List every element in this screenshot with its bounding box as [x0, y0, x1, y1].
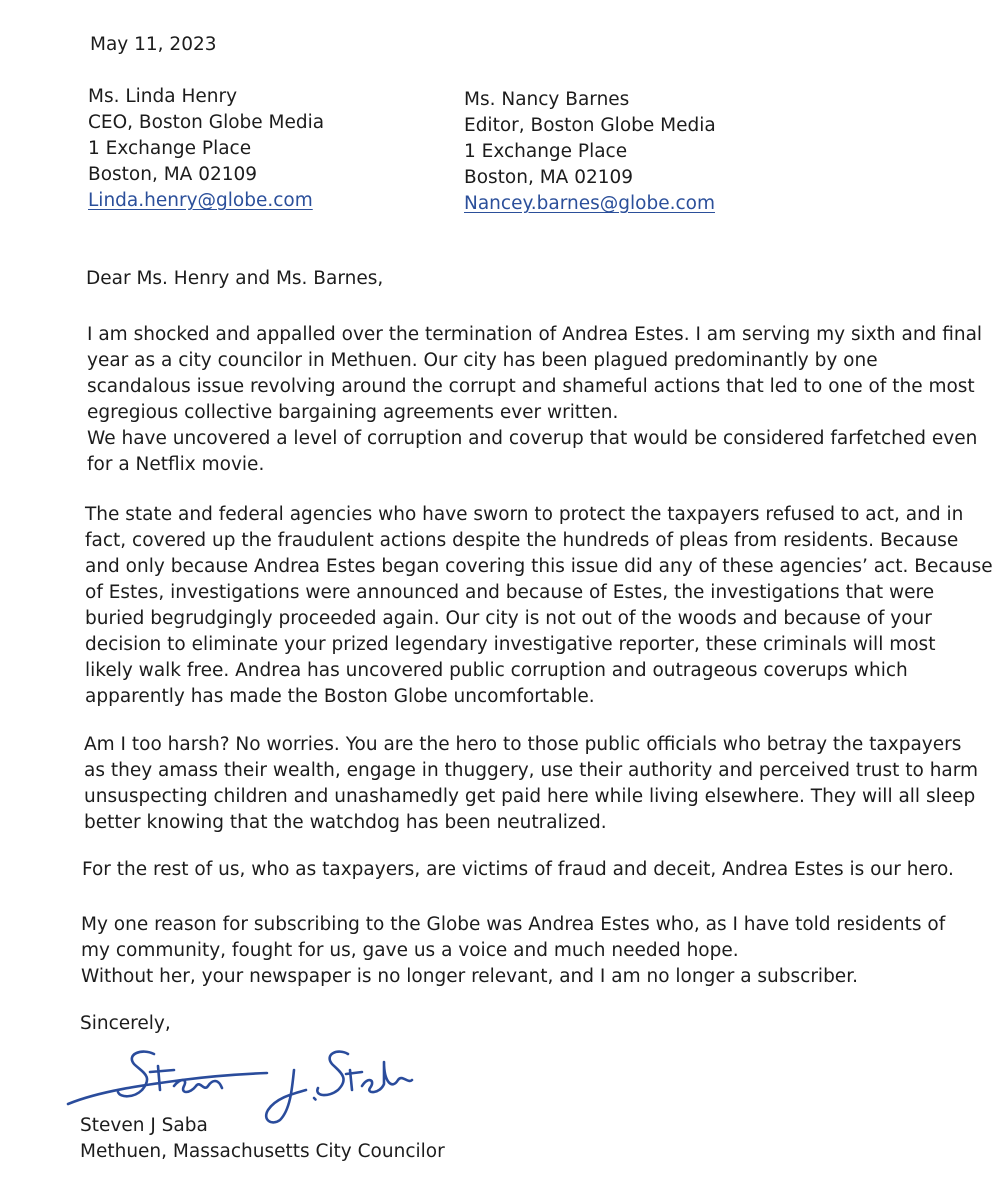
paragraph-line: better knowing that the watchdog has been neutralized. — [84, 812, 607, 833]
paragraph-line: fact, covered up the fraudulent actions despite the hundreds of pleas from residents. Because — [85, 530, 959, 551]
recipient-right-title: Editor, Boston Globe Media — [464, 115, 716, 136]
recipient-right-city: Boston, MA 02109 — [464, 167, 634, 188]
paragraph-line: year as a city councilor in Methuen. Our city has been plagued predominantly by one — [87, 350, 878, 371]
paragraph-line: buried begrudgingly proceeded again. Our city is not out of the woods and because of your — [85, 608, 932, 629]
recipient-right-email-link[interactable]: Nancey.barnes@globe.com — [464, 193, 715, 214]
recipient-left-city: Boston, MA 02109 — [88, 164, 258, 185]
closing: Sincerely, — [80, 1013, 171, 1034]
recipient-right-address — [464, 87, 716, 217]
body-paragraph-1 — [87, 322, 982, 478]
recipient-right-street: 1 Exchange Place — [464, 141, 628, 162]
body-paragraph-5 — [81, 912, 945, 990]
recipient-left-street: 1 Exchange Place — [88, 138, 252, 159]
paragraph-line: and only because Andrea Estes began covering this issue did any of these agencies’ act. Because — [85, 556, 993, 577]
recipient-left-address — [88, 84, 324, 214]
paragraph-line: scandalous issue revolving around the corrupt and shameful actions that led to one of the most — [87, 376, 975, 397]
salutation: Dear Ms. Henry and Ms. Barnes, — [86, 268, 384, 289]
letter-date: May 11, 2023 — [90, 34, 217, 55]
paragraph-line: egregious collective bargaining agreements ever written. — [87, 402, 619, 423]
recipient-left-title: CEO, Boston Globe Media — [88, 112, 325, 133]
paragraph-line: My one reason for subscribing to the Globe was Andrea Estes who, as I have told residents of — [81, 914, 946, 935]
signature-name: Steven J Saba — [80, 1115, 208, 1136]
body-paragraph-4 — [82, 857, 954, 883]
recipient-left-name: Ms. Linda Henry — [88, 86, 238, 107]
recipient-right-name: Ms. Nancy Barnes — [464, 89, 630, 110]
recipient-left-email-link[interactable]: Linda.henry@globe.com — [88, 190, 313, 211]
paragraph-line: apparently has made the Boston Globe uncomfortable. — [85, 686, 595, 707]
paragraph-line: Without her, your newspaper is no longer relevant, and I am no longer a subscriber. — [81, 966, 858, 987]
signature-block — [80, 1113, 445, 1165]
body-paragraph-3 — [84, 732, 978, 836]
paragraph-line: of Estes, investigations were announced and because of Estes, the investigations that were — [85, 582, 935, 603]
paragraph-line: Am I too harsh? No worries. You are the hero to those public officials who betray the taxpayers — [84, 734, 962, 755]
paragraph-line: as they amass their wealth, engage in thuggery, use their authority and perceived trust to harm — [84, 760, 979, 781]
paragraph-line: likely walk free. Andrea has uncovered public corruption and outrageous coverups which — [85, 660, 908, 681]
paragraph-line: decision to eliminate your prized legendary investigative reporter, these criminals will most — [85, 634, 936, 655]
paragraph-line: for a Netflix movie. — [87, 454, 265, 475]
paragraph-line: The state and federal agencies who have sworn to protect the taxpayers refused to act, and in — [85, 504, 964, 525]
signature-title: Methuen, Massachusetts City Councilor — [80, 1141, 445, 1162]
paragraph-line: unsuspecting children and unashamedly get paid here while living elsewhere. They will all sleep — [84, 786, 976, 807]
paragraph-line: For the rest of us, who as taxpayers, are victims of fraud and deceit, Andrea Estes is our hero. — [82, 859, 954, 880]
paragraph-line: my community, fought for us, gave us a voice and much needed hope. — [81, 940, 739, 961]
body-paragraph-2 — [85, 502, 993, 710]
paragraph-line: We have uncovered a level of corruption and coverup that would be considered farfetched even — [87, 428, 978, 449]
paragraph-line: I am shocked and appalled over the termination of Andrea Estes. I am serving my sixth and final — [87, 324, 983, 345]
